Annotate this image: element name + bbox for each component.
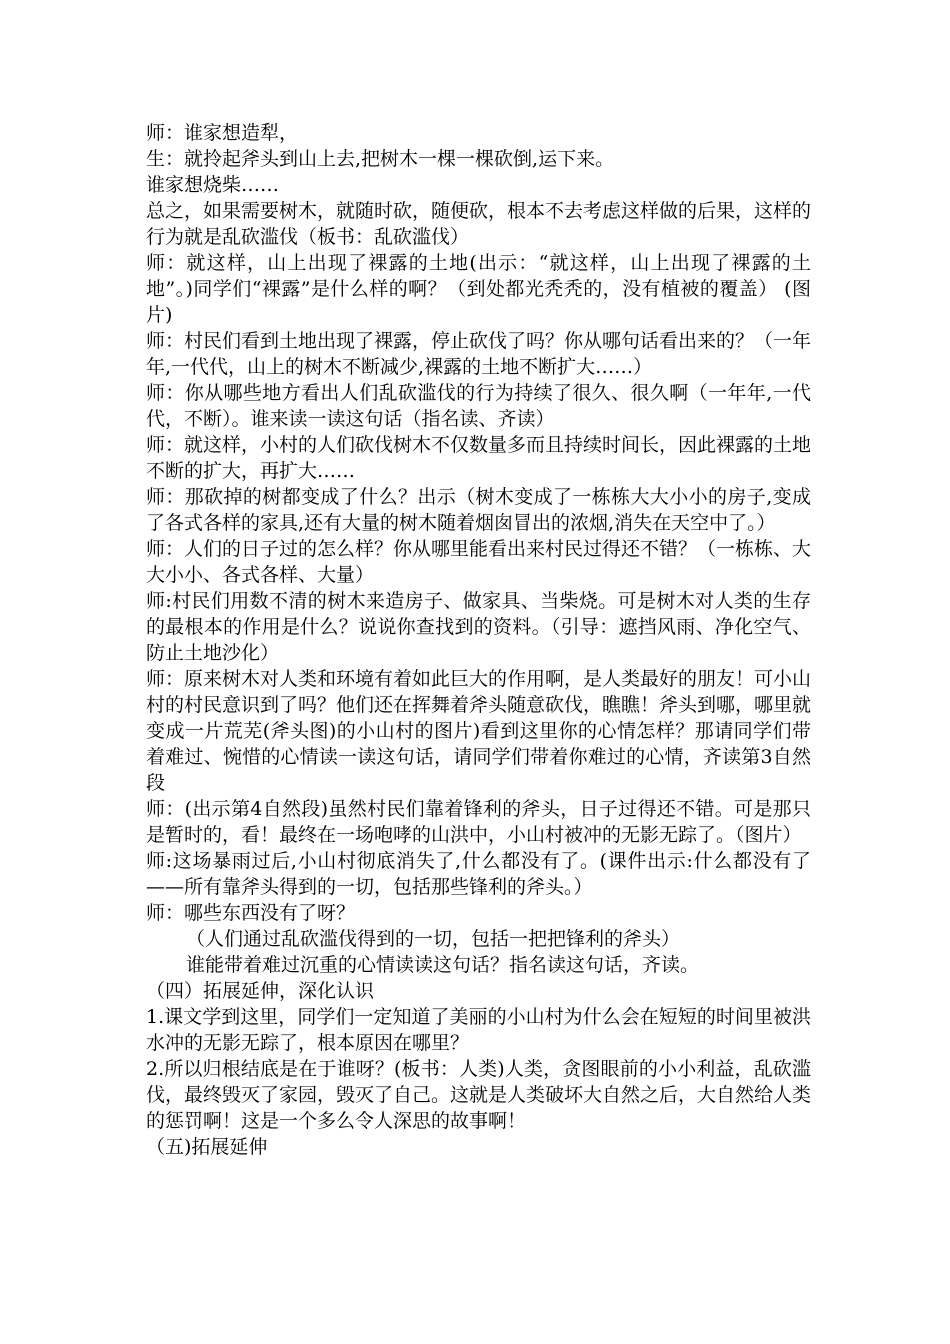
paragraph-2: 生：就拎起斧头到山上去,把树木一棵一棵砍倒,运下来。	[146, 148, 615, 170]
document-page	[146, 120, 811, 1160]
paragraph-15: 师：哪些东西没有了呀？	[146, 902, 356, 924]
paragraph-12: 师：原来树木对人类和环境有着如此巨大的作用啊，是人类最好的朋友！可小山村的村民意识到了吗？他们还在挥舞着斧头随意砍伐，瞧瞧！斧头到哪，哪里就变成一片荒芜(斧头图)的小山村的图片)看到这里你的心情怎样？那请同学们带着难过、惋惜的心情读一读这句话，请同学们带着你难过的心情，齐读第3自然段	[146, 668, 812, 794]
paragraph-3: 谁家想烧柴……	[146, 174, 280, 196]
section-heading-4: （四）拓展延伸，深化认识	[146, 980, 375, 1002]
paragraph-7: 师：你从哪些地方看出人们乱砍滥伐的行为持续了很久、很久啊（一年年,一代代，不断）。谁来读一读这句话（指名读、齐读）	[146, 382, 811, 430]
paragraph-1: 师：谁家想造犁，	[146, 122, 299, 144]
paragraph-13: 师：(出示第4自然段)虽然村民们靠着锋利的斧头，日子过得还不错。可是那只是暂时的，看！最终在一场咆哮的山洪中，小山村被冲的无影无踪了。（图片）	[146, 798, 811, 846]
paragraph-6: 师：村民们看到土地出现了裸露，停止砍伐了吗？你从哪句话看出来的？（一年年,一代代，山上的树木不断减少,裸露的土地不断扩大……）	[146, 330, 812, 378]
paragraph-17: 谁能带着难过沉重的心情读读这句话？指名读这句话，齐读。	[186, 954, 700, 976]
paragraph-9: 师：那砍掉的树都变成了什么？出示（树木变成了一栋栋大大小小的房子,变成了各式各样的家具,还有大量的树木随着烟囱冒出的浓烟,消失在天空中了。）	[146, 486, 811, 534]
paragraph-10: 师：人们的日子过的怎么样？你从哪里能看出来村民过得还不错？（一栋栋、大大小小、各式各样、大量）	[146, 538, 812, 586]
paragraph-4: 总之，如果需要树木，就随时砍，随便砍，根本不去考虑这样做的后果，这样的行为就是乱砍滥伐（板书：乱砍滥伐）	[146, 200, 812, 248]
paragraph-16: （人们通过乱砍滥伐得到的一切，包括一把把锋利的斧头）	[186, 928, 681, 950]
paragraph-8: 师：就这样，小村的人们砍伐树木不仅数量多而且持续时间长，因此裸露的土地不断的扩大，再扩大……	[146, 434, 812, 482]
paragraph-5: 师：就这样，山上出现了裸露的土地(出示：“就这样，山上出现了裸露的土地”。)同学们“裸露”是什么样的啊？（到处都光秃秃的，没有植被的覆盖） (图片)	[146, 252, 811, 326]
paragraph-14: 师:这场暴雨过后,小山村彻底消失了,什么都没有了。(课件出示:什么都没有了——所有靠斧头得到的一切，包括那些锋利的斧头。）	[146, 850, 811, 898]
paragraph-11: 师:村民们用数不清的树木来造房子、做家具、当柴烧。可是树木对人类的生存的最根本的作用是什么？说说你查找到的资料。（引导：遮挡风雨、净化空气、防止土地沙化）	[146, 590, 811, 664]
paragraph-20: 2.所以归根结底是在于谁呀？(板书：人类)人类，贪图眼前的小小利益，乱砍滥伐，最终毁灭了家园，毁灭了自己。这就是人类破坏大自然之后，大自然给人类的惩罚啊！这是一个多么令人深思的故事啊！	[146, 1058, 812, 1132]
paragraph-19: 1.课文学到这里，同学们一定知道了美丽的小山村为什么会在短短的时间里被洪水冲的无影无踪了，根本原因在哪里？	[146, 1006, 811, 1054]
section-heading-5: （五)拓展延伸	[146, 1136, 268, 1158]
